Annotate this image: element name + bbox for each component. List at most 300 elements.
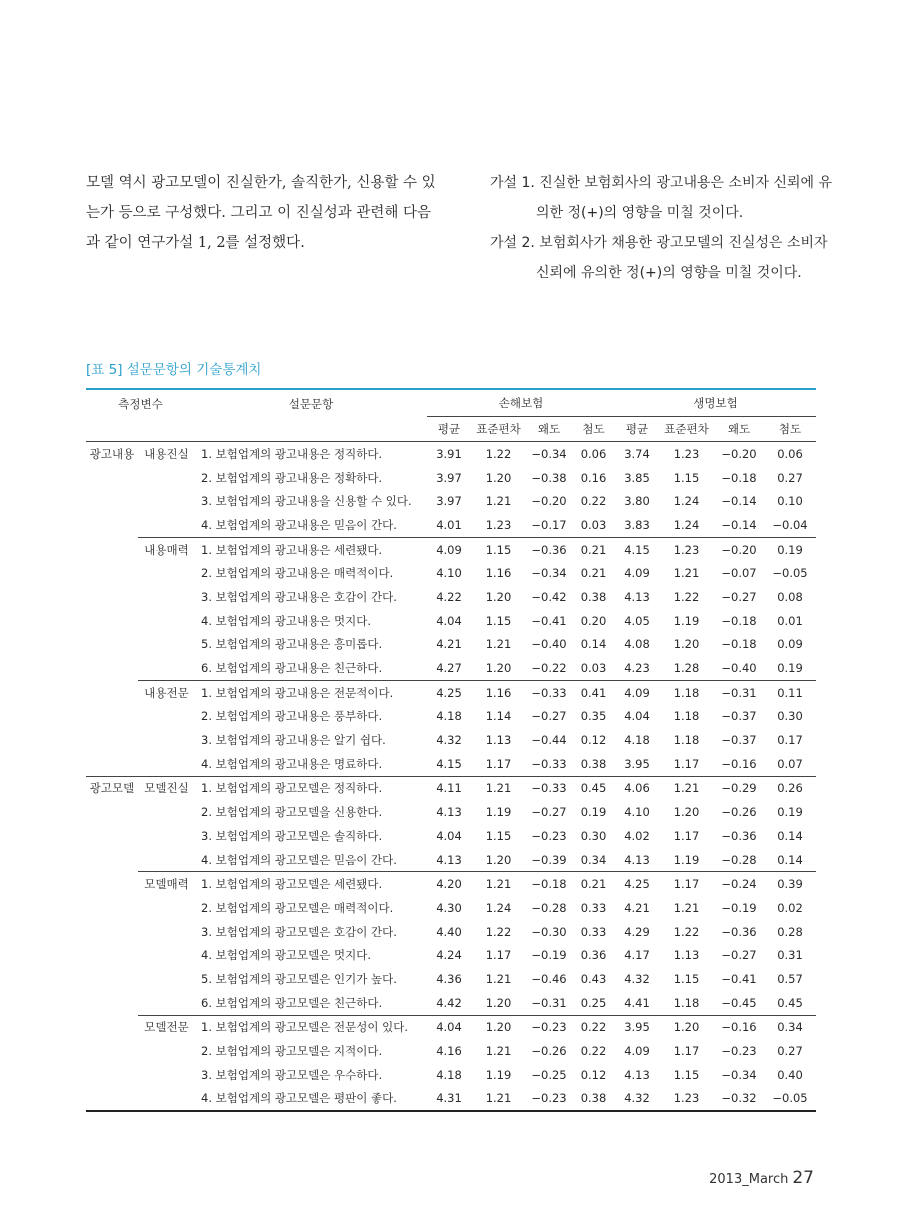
stat-value: −0.42 — [531, 589, 567, 604]
stat-value: 1.23 — [659, 537, 714, 561]
stat-value: 0.30 — [777, 709, 803, 724]
question-item: 4. 보험업계의 광고내용은 명료하다. — [201, 756, 383, 771]
stat-value: 0.41 — [572, 680, 615, 704]
stat-value: 1.23 — [673, 446, 700, 461]
stat-value: 4.29 — [624, 924, 650, 939]
stat-value: 0.03 — [580, 661, 607, 676]
stat-value: 1.20 — [485, 852, 512, 867]
stat-value: −0.23 — [721, 1044, 757, 1059]
stat-value: 1.24 — [673, 494, 700, 509]
measure-subgroup — [138, 513, 195, 537]
stat-value: 0.16 — [580, 470, 607, 485]
stat-value: 1.23 — [485, 517, 512, 532]
stat-value: 4.13 — [436, 805, 462, 820]
stat-value: 0.22 — [572, 1015, 615, 1039]
stat-value: 4.30 — [436, 900, 462, 915]
stat-value: −0.05 — [772, 566, 808, 581]
stat-value: 3.95 — [615, 1015, 659, 1039]
question-item: 1. 보험업계의 광고모델은 정직하다. — [195, 776, 427, 800]
table-row — [86, 991, 816, 1015]
header-measure: 측정변수 — [86, 389, 195, 442]
question-item: 2. 보험업계의 광고내용은 풍부하다. — [201, 709, 383, 724]
stat-value: 4.27 — [436, 661, 462, 676]
stat-value: −0.18 — [721, 613, 757, 628]
stat-value: 4.06 — [615, 776, 659, 800]
header-group-b: 생명보험 — [615, 389, 816, 417]
stat-value: 1.13 — [485, 733, 512, 748]
stat-value: 1.18 — [659, 680, 714, 704]
stat-value: 0.06 — [580, 446, 607, 461]
measure-subgroup — [138, 585, 195, 609]
hypothesis-2: 가설 2. 보험회사가 채용한 광고모델의 진실성은 소비자 신뢰에 유의한 정(+)의 영향을 미칠 것이다. — [490, 235, 828, 281]
stat-value: 3.91 — [436, 446, 462, 461]
stat-value: 0.33 — [580, 900, 607, 915]
stat-value: −0.27 — [721, 948, 757, 963]
stat-value: −0.26 — [531, 1044, 567, 1059]
measure-group — [86, 513, 138, 537]
stat-value: 1.18 — [673, 709, 700, 724]
body-line: 과 같이 연구가설 1, 2를 설정했다. — [86, 235, 305, 251]
stat-value: −0.26 — [721, 805, 757, 820]
stat-value: 4.18 — [436, 709, 462, 724]
stat-value: 0.14 — [580, 637, 607, 652]
stat-value: −0.25 — [531, 1067, 567, 1082]
stat-value: −0.16 — [714, 1015, 764, 1039]
measure-subgroup — [138, 1087, 195, 1112]
stat-value: 1.16 — [471, 680, 526, 704]
stat-value: 3.74 — [624, 446, 650, 461]
stat-value: −0.32 — [714, 1087, 764, 1112]
page-number: 27 — [792, 1168, 814, 1188]
question-item: 1. 보험업계의 광고내용은 정직하다. — [201, 446, 383, 461]
question-item: 4. 보험업계의 광고모델은 멋지다. — [201, 948, 372, 963]
stat-value: −0.36 — [721, 828, 757, 843]
stat-value: 1.17 — [673, 828, 700, 843]
stat-value: 0.07 — [777, 756, 803, 771]
stat-value: 4.25 — [615, 872, 659, 896]
stat-value: 4.04 — [436, 613, 462, 628]
measure-group — [86, 824, 138, 848]
stat-value: −0.41 — [531, 613, 567, 628]
measure-subgroup — [138, 896, 195, 920]
measure-group — [86, 656, 138, 680]
measure-group — [86, 561, 138, 585]
stat-value: 0.45 — [777, 995, 803, 1010]
stat-value: −0.27 — [531, 709, 567, 724]
stat-value: −0.16 — [721, 756, 757, 771]
body-line: 모델 역시 광고모델이 진실한가, 솔직한가, 신용할 수 있 — [86, 175, 436, 191]
stat-value: −0.41 — [721, 971, 757, 986]
question-item: 2. 보험업계의 광고내용은 정확하다. — [201, 470, 383, 485]
stat-value: 1.19 — [485, 1067, 512, 1082]
page-footer — [709, 1168, 814, 1188]
stat-value: 4.13 — [624, 589, 650, 604]
question-item: 6. 보험업계의 광고모델은 친근하다. — [201, 995, 383, 1010]
measure-group — [86, 633, 138, 657]
stat-value: 1.20 — [471, 1015, 526, 1039]
stat-value: 0.27 — [777, 1044, 803, 1059]
stat-value: −0.20 — [721, 446, 757, 461]
stat-value: 0.34 — [580, 852, 607, 867]
measure-group — [86, 609, 138, 633]
stat-value: 4.31 — [427, 1087, 471, 1112]
stat-value: 4.09 — [427, 537, 471, 561]
stat-value: 1.20 — [673, 637, 700, 652]
measure-group — [86, 1015, 138, 1039]
stat-value: −0.23 — [526, 1087, 572, 1112]
measure-group — [86, 1039, 138, 1063]
stat-value: 0.14 — [777, 828, 803, 843]
stat-value: 0.06 — [777, 446, 803, 461]
stat-value: −0.04 — [772, 517, 808, 532]
stat-value: 0.33 — [580, 924, 607, 939]
measure-group — [86, 872, 138, 896]
stat-value: 4.32 — [624, 971, 650, 986]
stat-value: 1.19 — [673, 852, 700, 867]
question-item: 5. 보험업계의 광고모델은 인기가 높다. — [201, 971, 397, 986]
stat-value: 4.32 — [615, 1087, 659, 1112]
stat-value: 1.17 — [659, 872, 714, 896]
stat-value: 4.25 — [427, 680, 471, 704]
question-item: 1. 보험업계의 광고모델은 전문성이 있다. — [195, 1015, 427, 1039]
stat-value: −0.24 — [714, 872, 764, 896]
measure-group — [86, 800, 138, 824]
stats-table-wrapper — [86, 388, 816, 1112]
question-item: 1. 보험업계의 광고모델은 세련됐다. — [195, 872, 427, 896]
table-row — [86, 776, 816, 800]
stat-value: 0.10 — [777, 494, 803, 509]
stat-value: −0.19 — [721, 900, 757, 915]
table-row — [86, 680, 816, 704]
measure-subgroup — [138, 705, 195, 729]
stat-value: 1.21 — [485, 971, 512, 986]
measure-subgroup — [138, 633, 195, 657]
stat-value: 4.05 — [624, 613, 650, 628]
stat-value: −0.23 — [526, 1015, 572, 1039]
stat-value: −0.14 — [721, 494, 757, 509]
measure-subgroup — [138, 752, 195, 776]
table-row — [86, 800, 816, 824]
table-row — [86, 1063, 816, 1087]
stat-value: 4.17 — [624, 948, 650, 963]
stat-value: 3.83 — [624, 517, 650, 532]
measure-subgroup: 내용진실 — [144, 446, 189, 461]
stat-value: 1.21 — [659, 776, 714, 800]
stat-value: 0.19 — [580, 805, 607, 820]
measure-group — [86, 896, 138, 920]
question-item: 4. 보험업계의 광고내용은 멋지다. — [201, 613, 372, 628]
stat-value: 1.16 — [485, 566, 512, 581]
question-item: 3. 보험업계의 광고내용을 신용할 수 있다. — [201, 494, 412, 509]
stat-value: 1.15 — [485, 828, 512, 843]
stat-value: 4.08 — [624, 637, 650, 652]
stat-value: 0.57 — [777, 971, 803, 986]
measure-group — [86, 489, 138, 513]
stat-value: 4.15 — [436, 756, 462, 771]
stat-value: 4.13 — [436, 852, 462, 867]
stat-value: 4.10 — [624, 805, 650, 820]
stat-value: 1.23 — [659, 1087, 714, 1112]
table-row — [86, 489, 816, 513]
stat-value: −0.44 — [531, 733, 567, 748]
body-line: 는가 등으로 구성했다. 그리고 이 진실성과 관련해 다음 — [86, 205, 432, 221]
stat-value: 0.22 — [580, 1044, 607, 1059]
header-kurt: 첨도 — [572, 417, 615, 442]
measure-group — [86, 585, 138, 609]
table-row — [86, 943, 816, 967]
measure-subgroup: 내용매력 — [138, 537, 195, 561]
measure-group — [86, 680, 138, 704]
stat-value: 1.15 — [471, 537, 526, 561]
stat-value: 4.09 — [615, 680, 659, 704]
stat-value: 0.27 — [777, 470, 803, 485]
measure-subgroup: 모델전문 — [138, 1015, 195, 1039]
stats-table — [86, 388, 816, 1112]
stat-value: 0.03 — [580, 517, 607, 532]
stat-value: 1.24 — [673, 517, 700, 532]
stat-value: −0.31 — [714, 680, 764, 704]
stat-value: −0.20 — [714, 537, 764, 561]
stat-value: 0.22 — [580, 494, 607, 509]
stat-value: 4.04 — [436, 828, 462, 843]
stat-value: 1.24 — [485, 900, 512, 915]
header-item: 설문문항 — [195, 389, 427, 442]
stat-value: 1.22 — [673, 589, 700, 604]
stat-value: 4.13 — [624, 1067, 650, 1082]
measure-subgroup — [138, 920, 195, 944]
question-item: 3. 보험업계의 광고모델은 호감이 간다. — [201, 924, 397, 939]
stat-value: −0.33 — [531, 756, 567, 771]
stat-value: −0.37 — [721, 733, 757, 748]
header-group-a: 손해보험 — [427, 389, 615, 417]
measure-group — [86, 943, 138, 967]
stat-value: 4.04 — [427, 1015, 471, 1039]
stat-value: 1.21 — [485, 494, 512, 509]
stat-value: 1.15 — [673, 470, 700, 485]
table-row — [86, 1015, 816, 1039]
stat-value: −0.46 — [531, 971, 567, 986]
stat-value: 0.43 — [580, 971, 607, 986]
stat-value: −0.36 — [526, 537, 572, 561]
stat-value: −0.07 — [721, 566, 757, 581]
stat-value: 0.17 — [777, 733, 803, 748]
stat-value: 1.15 — [673, 971, 700, 986]
table-row — [86, 752, 816, 776]
stat-value: 1.19 — [673, 613, 700, 628]
stat-value: 0.38 — [580, 756, 607, 771]
stat-value: 1.28 — [673, 661, 700, 676]
measure-group — [86, 991, 138, 1015]
table-row — [86, 705, 816, 729]
table-row — [86, 585, 816, 609]
measure-subgroup — [138, 561, 195, 585]
stat-value: 1.21 — [673, 566, 700, 581]
stat-value: 1.21 — [673, 900, 700, 915]
stat-value: 4.04 — [624, 709, 650, 724]
header-sd: 표준편차 — [659, 417, 714, 442]
table-row — [86, 609, 816, 633]
issue-label: 2013_March — [709, 1172, 789, 1187]
question-item: 3. 보험업계의 광고내용은 호감이 간다. — [201, 589, 397, 604]
measure-subgroup — [138, 489, 195, 513]
stat-value: 4.16 — [436, 1044, 462, 1059]
measure-group — [86, 728, 138, 752]
stat-value: 0.14 — [777, 852, 803, 867]
stat-value: −0.39 — [531, 852, 567, 867]
table-row — [86, 442, 816, 466]
stat-value: 1.21 — [471, 872, 526, 896]
stat-value: 4.41 — [624, 995, 650, 1010]
header-skew: 왜도 — [526, 417, 572, 442]
measure-group — [86, 967, 138, 991]
measure-group — [86, 752, 138, 776]
stat-value: 4.18 — [624, 733, 650, 748]
stat-value: 1.20 — [485, 995, 512, 1010]
stat-value: 0.26 — [764, 776, 816, 800]
measure-subgroup — [138, 967, 195, 991]
stat-value: −0.14 — [721, 517, 757, 532]
stat-value: 0.30 — [580, 828, 607, 843]
stat-value: 3.95 — [624, 756, 650, 771]
measure-subgroup: 모델진실 — [138, 776, 195, 800]
stat-value: 0.21 — [572, 872, 615, 896]
question-item: 3. 보험업계의 광고내용은 알기 쉽다. — [201, 733, 386, 748]
stat-value: 4.09 — [624, 566, 650, 581]
table-row — [86, 561, 816, 585]
stat-value: −0.40 — [721, 661, 757, 676]
table-row — [86, 656, 816, 680]
stat-value: −0.19 — [531, 948, 567, 963]
stat-value: 3.85 — [624, 470, 650, 485]
stat-value: −0.38 — [531, 470, 567, 485]
stat-value: −0.34 — [531, 446, 567, 461]
table-row — [86, 537, 816, 561]
stat-value: 0.45 — [572, 776, 615, 800]
stat-value: −0.05 — [764, 1087, 816, 1112]
table-row — [86, 466, 816, 490]
question-item: 2. 보험업계의 광고모델은 매력적이다. — [201, 900, 394, 915]
stat-value: 0.38 — [572, 1087, 615, 1112]
table-row — [86, 848, 816, 872]
stat-value: −0.20 — [531, 494, 567, 509]
stat-value: 0.02 — [777, 900, 803, 915]
stat-value: 3.97 — [436, 470, 462, 485]
stat-value: 4.23 — [624, 661, 650, 676]
stat-value: 0.01 — [777, 613, 803, 628]
table-row — [86, 872, 816, 896]
stat-value: 0.12 — [580, 1067, 607, 1082]
stat-value: 1.22 — [485, 446, 512, 461]
stat-value: 1.18 — [673, 995, 700, 1010]
stat-value: 1.21 — [485, 1044, 512, 1059]
stat-value: 4.42 — [436, 995, 462, 1010]
hypothesis-1: 가설 1. 진실한 보험회사의 광고내용은 소비자 신뢰에 유 의한 정(+)의 영향을 미칠 것이다. — [490, 175, 833, 221]
question-item: 2. 보험업계의 광고모델을 신용한다. — [201, 805, 383, 820]
table-row — [86, 633, 816, 657]
question-item: 2. 보험업계의 광고모델은 지적이다. — [201, 1044, 383, 1059]
measure-subgroup — [138, 656, 195, 680]
stat-value: 0.40 — [777, 1067, 803, 1082]
stat-value: −0.30 — [531, 924, 567, 939]
measure-group — [86, 537, 138, 561]
stat-value: 0.34 — [764, 1015, 816, 1039]
stat-value: −0.29 — [714, 776, 764, 800]
stat-value: −0.28 — [531, 900, 567, 915]
stat-value: 4.11 — [427, 776, 471, 800]
stat-value: 4.40 — [436, 924, 462, 939]
measure-subgroup — [138, 609, 195, 633]
header-sd: 표준편차 — [471, 417, 526, 442]
table-row — [86, 1039, 816, 1063]
stat-value: 0.35 — [580, 709, 607, 724]
stat-value: 0.20 — [580, 613, 607, 628]
stat-value: 0.38 — [580, 589, 607, 604]
stat-value: 0.19 — [777, 661, 803, 676]
measure-group — [86, 848, 138, 872]
stat-value: 0.09 — [777, 637, 803, 652]
stat-value: 3.97 — [436, 494, 462, 509]
measure-subgroup — [138, 800, 195, 824]
question-item: 5. 보험업계의 광고내용은 흥미롭다. — [201, 637, 383, 652]
stat-value: 1.17 — [673, 756, 700, 771]
stat-value: 0.21 — [580, 566, 607, 581]
question-item: 4. 보험업계의 광고내용은 믿음이 간다. — [201, 517, 397, 532]
table-row — [86, 920, 816, 944]
measure-group — [86, 1063, 138, 1087]
stat-value: 0.11 — [764, 680, 816, 704]
stat-value: 1.17 — [485, 756, 512, 771]
table-row — [86, 896, 816, 920]
table-row — [86, 824, 816, 848]
stat-value: 1.20 — [485, 589, 512, 604]
question-item: 1. 보험업계의 광고내용은 전문적이다. — [195, 680, 427, 704]
table-row — [86, 967, 816, 991]
stat-value: 1.21 — [471, 776, 526, 800]
measure-group — [86, 920, 138, 944]
stat-value: 4.36 — [436, 971, 462, 986]
stat-value: 4.02 — [624, 828, 650, 843]
stat-value: 4.32 — [436, 733, 462, 748]
stat-value: −0.33 — [526, 776, 572, 800]
stat-value: 4.01 — [436, 517, 462, 532]
stat-value: −0.27 — [721, 589, 757, 604]
table-row — [86, 728, 816, 752]
measure-subgroup — [138, 728, 195, 752]
measure-group — [86, 466, 138, 490]
table-row — [86, 513, 816, 537]
question-item: 1. 보험업계의 광고내용은 세련됐다. — [195, 537, 427, 561]
stat-value: 4.20 — [427, 872, 471, 896]
stat-value: 0.31 — [777, 948, 803, 963]
stat-value: 1.13 — [673, 948, 700, 963]
stat-value: 1.17 — [673, 1044, 700, 1059]
question-item: 4. 보험업계의 광고모델은 평판이 좋다. — [195, 1087, 427, 1112]
stat-value: 0.36 — [580, 948, 607, 963]
stat-value: −0.34 — [531, 566, 567, 581]
stat-value: −0.18 — [721, 470, 757, 485]
stat-value: 1.15 — [673, 1067, 700, 1082]
stat-value: −0.31 — [531, 995, 567, 1010]
stat-value: 1.15 — [485, 613, 512, 628]
question-item: 2. 보험업계의 광고내용은 매력적이다. — [201, 566, 394, 581]
measure-subgroup — [138, 1039, 195, 1063]
measure-subgroup: 모델매력 — [138, 872, 195, 896]
stat-value: 1.19 — [485, 805, 512, 820]
stat-value: 4.21 — [436, 637, 462, 652]
measure-group — [86, 1087, 138, 1112]
measure-subgroup: 내용전문 — [138, 680, 195, 704]
stat-value: −0.17 — [531, 517, 567, 532]
